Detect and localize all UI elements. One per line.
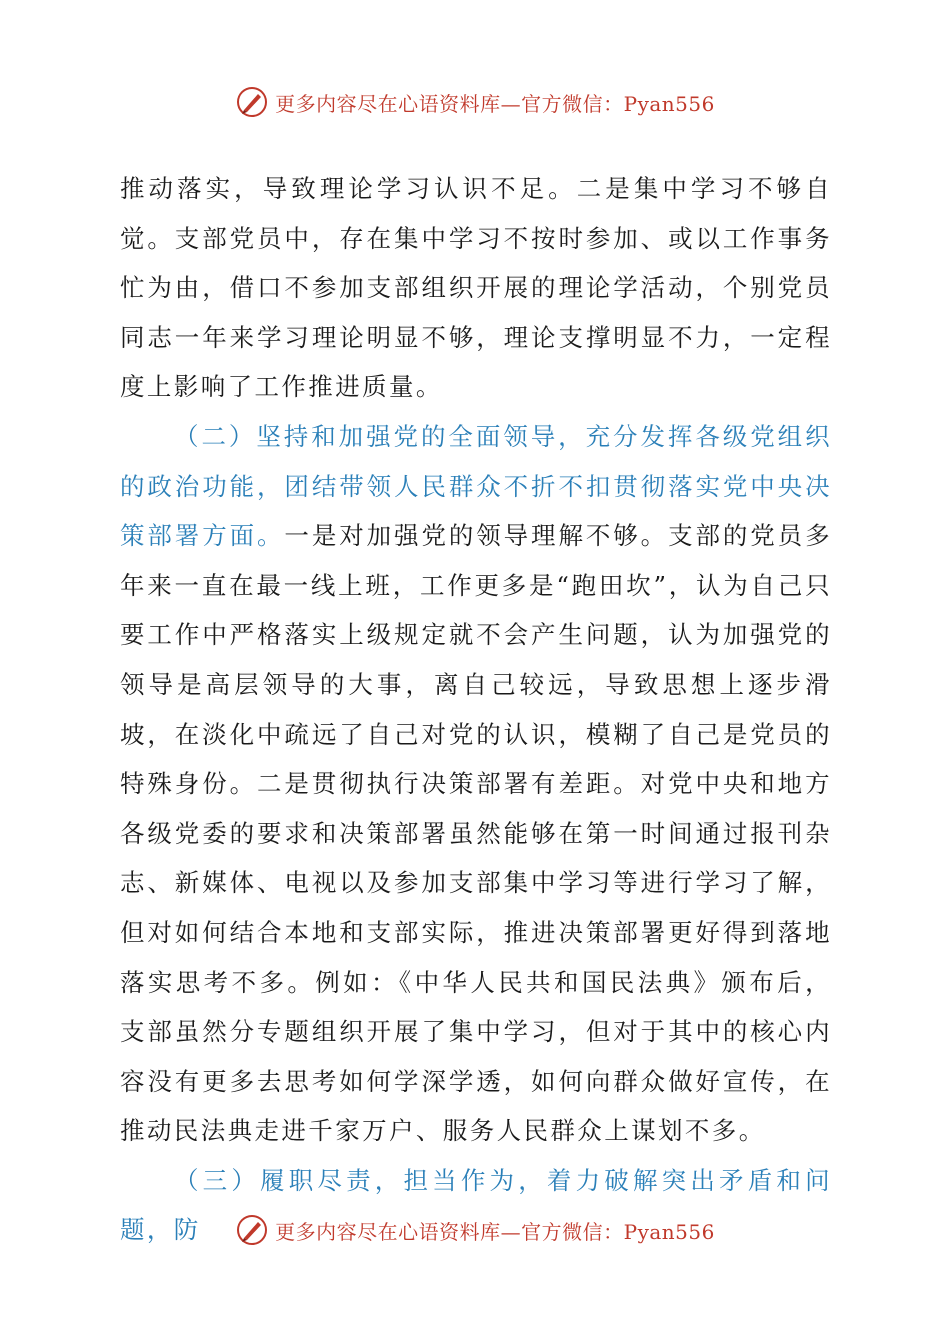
banner-text: 更多内容尽在心语资料库—官方微信：Pyan556 — [275, 1219, 715, 1244]
section-heading-2: （二）坚持和加强党的全面领导，充分发挥各级党组织的政治功能，团结带领人民群众不折不扣贯彻落实党中央决策部署方面。 — [120, 421, 832, 551]
quill-logo-icon — [235, 1213, 269, 1247]
paragraph-2-text: 一是对加强党的领导理解不够。支部的党员多年来一直在最一线上班，工作更多是“跑田坎”，认为自己只要工作中严格落实上级规定就不会产生问题，认为加强党的领导是高层领导的大事，离自己较远，导致思想上逐步滑坡，在淡化中疏远了自己对党的认识，模糊了自己是党员的特殊身份。二是贯彻执行决策部署有差距。对党中央和地方各级党委的要求和决策部署虽然能够在第一时间通过报刊杂志、新媒体、电视以及参加支部集中学习等进行学习了解，但对如何结合本地和支部实际，推进决策部署更好得到落地落实思考不多。例如：《中华人民共和国民法典》颁布后，支部虽然分专题组织开展了集中学习，但对于其中的核心内容没有更多去思考如何学深学透，如何向群众做好宣传，在推动民法典走进千家万户、服务人民群众上谋划不多。 — [120, 521, 832, 1146]
paragraph-1-text: 推动落实，导致理论学习认识不足。二是集中学习不够自觉。支部党员中，存在集中学习不按时参加、或以工作事务忙为由，借口不参加支部组织开展的理论学活动，个别党员同志一年来学习理论明显不够，理论支撑明显不力，一定程度上影响了工作推进质量。 — [120, 174, 832, 402]
header-banner — [0, 82, 950, 122]
document-body — [120, 164, 832, 1255]
banner-text: 更多内容尽在心语资料库—官方微信：Pyan556 — [275, 91, 715, 116]
paragraph-1 — [120, 164, 832, 412]
quill-logo-icon — [235, 85, 269, 119]
footer-banner — [0, 1210, 950, 1250]
paragraph-2 — [120, 412, 832, 1156]
section-heading-3: （三）履职尽责，担当作为，着力破解突出矛盾和问题，防 — [120, 1165, 832, 1245]
